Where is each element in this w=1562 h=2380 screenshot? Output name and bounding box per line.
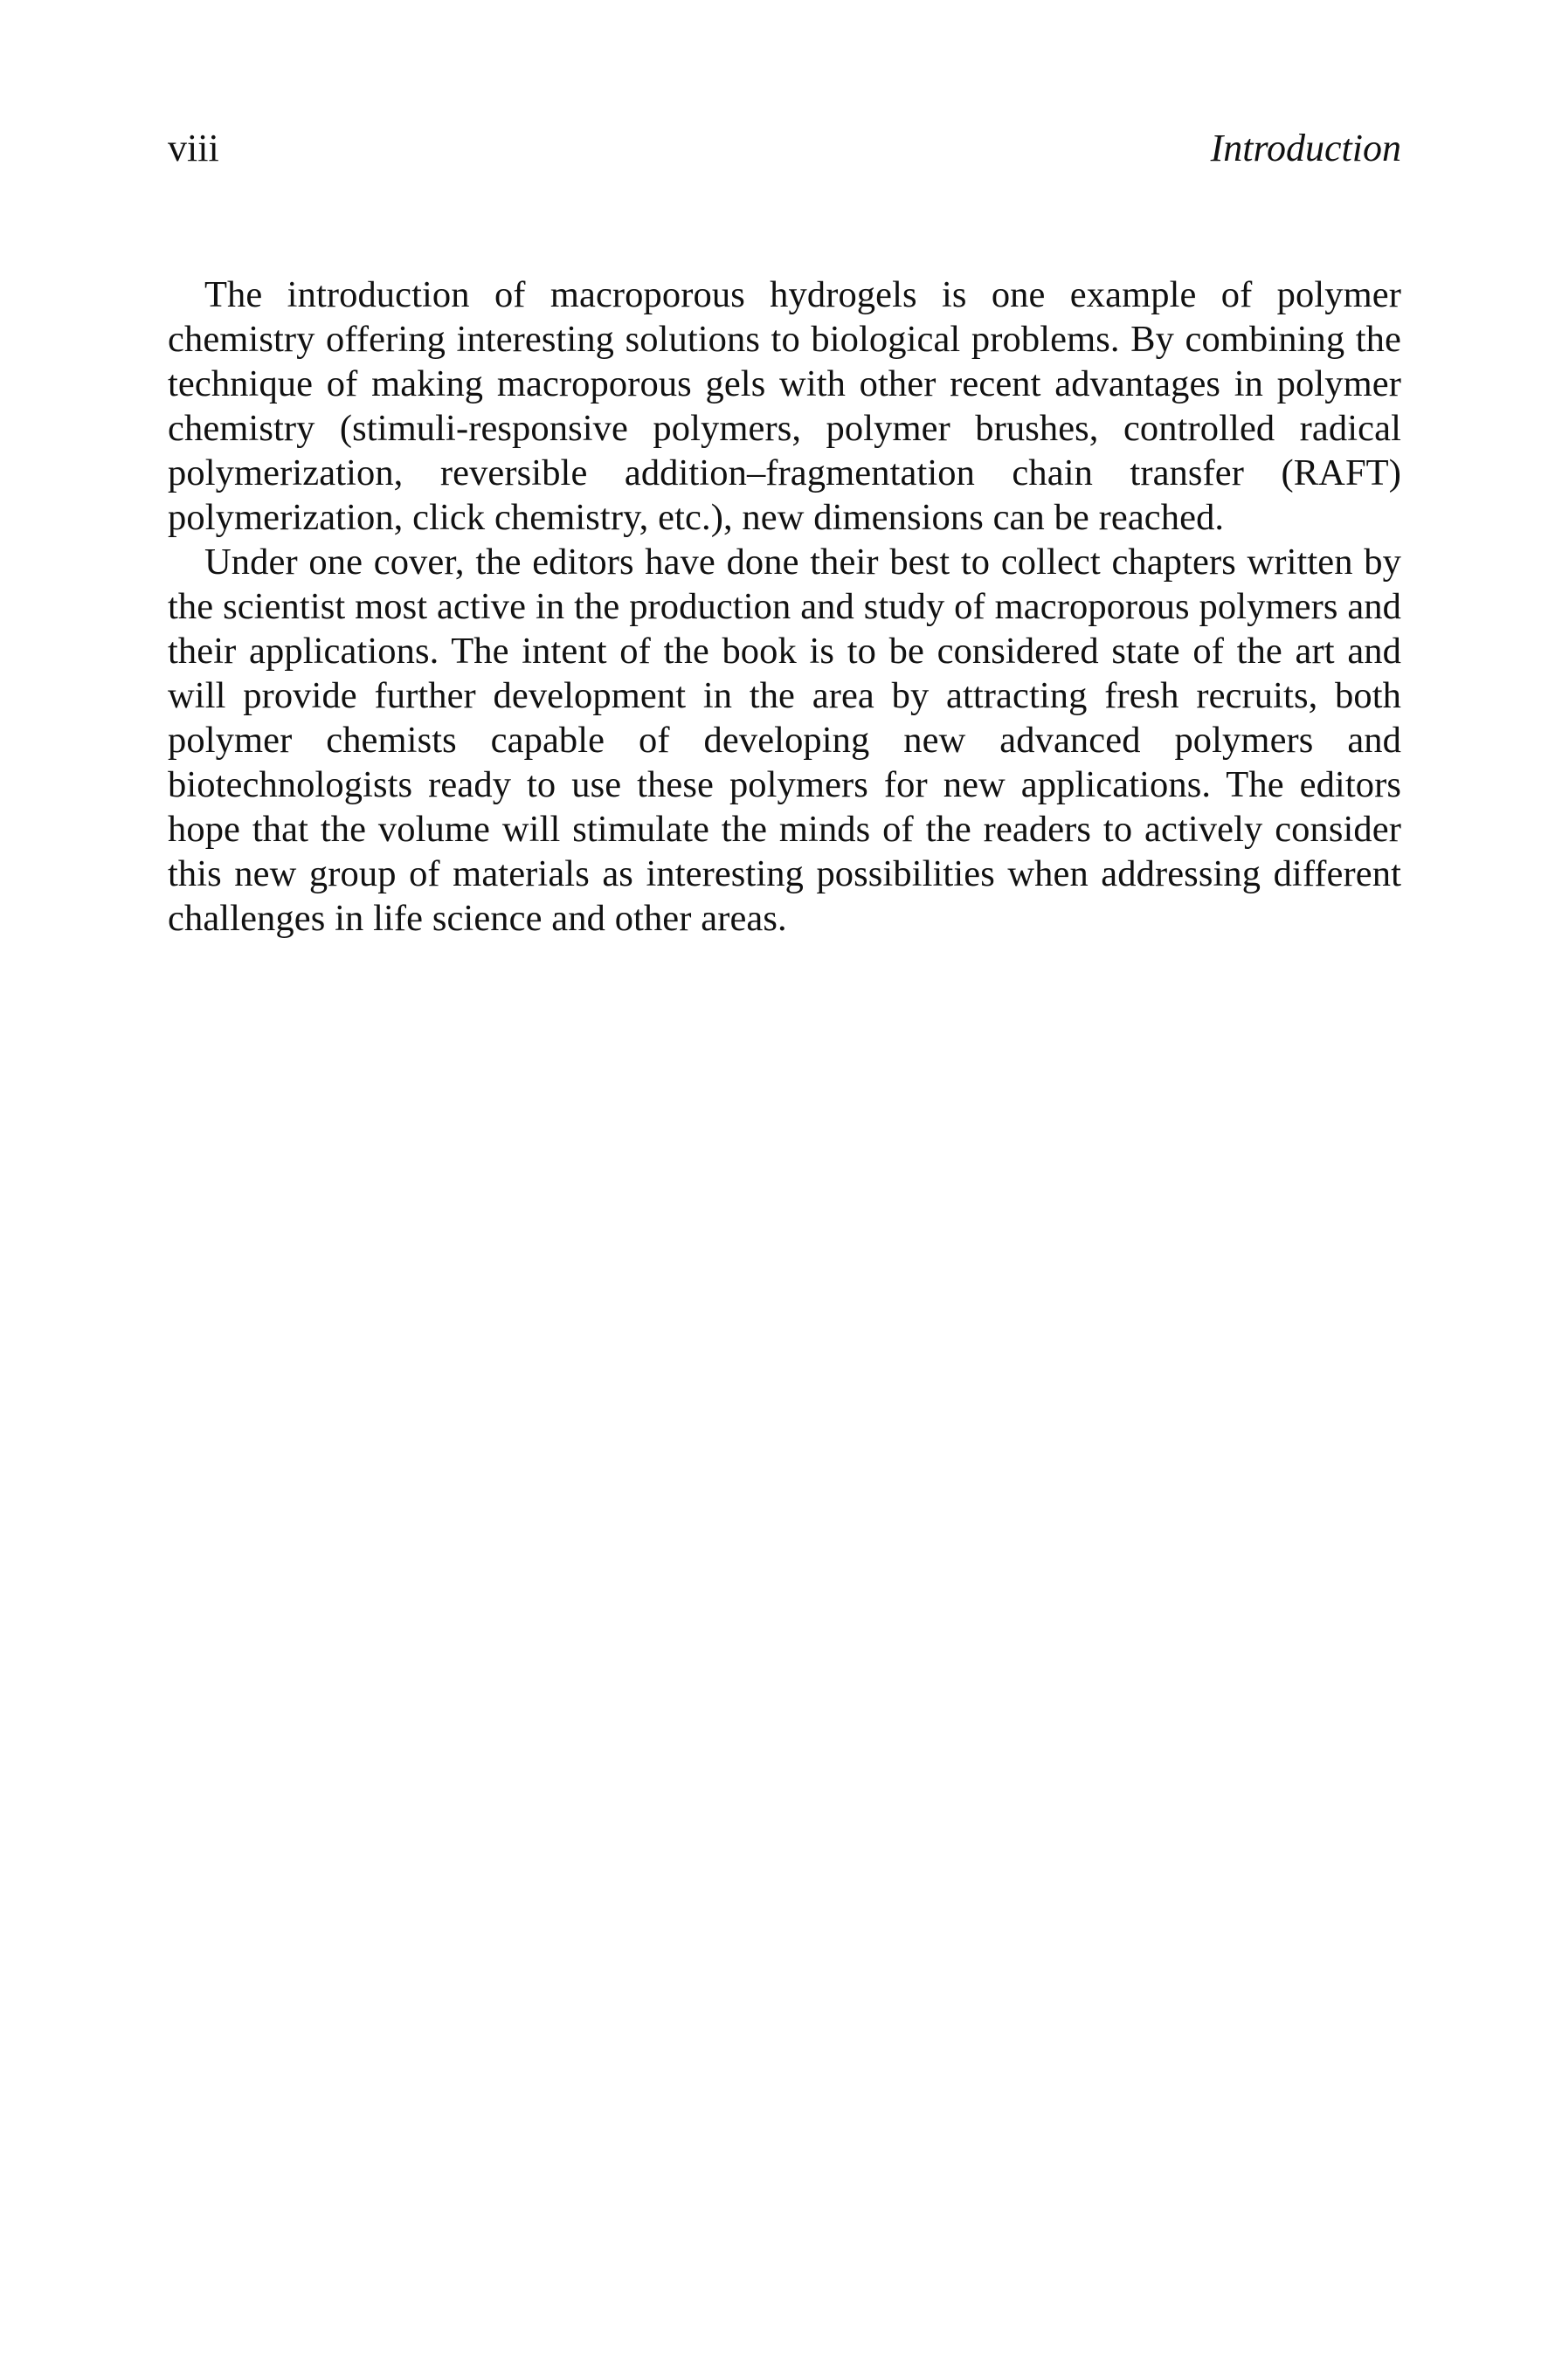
page-number: viii (168, 127, 219, 169)
body-text (168, 272, 1401, 941)
running-head (168, 122, 1401, 175)
paragraph-1: The introduction of macroporous hydrogels is one example of polymer chemistry offering interesting solutions to biological problems. By combining the technique of making macroporous gels with other recent advantages in polymer chemistry (stimuli-responsive polymers, polymer brushes, controlled radical polymerization, reversible addition–fragmentation chain transfer (RAFT) polymerization, click chemistry, etc.), new dimensions can be reached. (168, 274, 1401, 538)
running-title: Introduction (1210, 127, 1401, 169)
paragraph-2: Under one cover, the editors have done their best to collect chapters written by the scientist most active in the production and study of macroporous polymers and their applications. The intent of the book is to be considered state of the art and will provide further development in the area by attracting fresh recruits, both polymer chemists capable of developing new advanced polymers and biotechnologists ready to use these polymers for new applications. The editors hope that the volume will stimulate the minds of the readers to actively consider this new group of materials as interesting possibilities when addressing different challenges in life science and other areas. (168, 542, 1401, 939)
